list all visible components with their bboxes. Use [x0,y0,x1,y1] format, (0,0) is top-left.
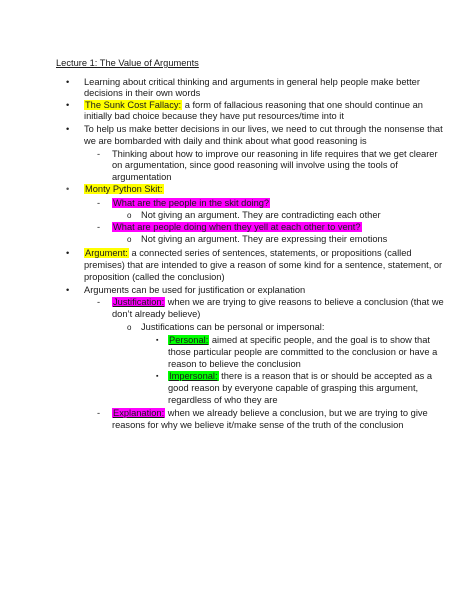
personal-line1 [168,335,430,346]
explanation-line2: reasons for why we believe it/make sense of the truth of the conclusion [112,420,404,430]
item5-line3: proposition (called the conclusion) [84,272,225,282]
item3-sub-line3: argumentation [112,172,172,182]
item3-line2: we are bombarded with daily and think about what good reasoning is [84,136,367,146]
item2-line1-text: a form of fallacious reasoning that one should continue an [182,100,423,110]
item3-sub-line1: Thinking about how to improve our reasoning in life requires that we get clearer [112,149,438,159]
impersonal-line2: good reason by everyone capable of grasping this argument, [168,383,419,393]
bullet-marker: • [66,184,70,194]
impersonal-term: Impersonal: [169,371,218,381]
personal-line1-text: aimed at specific people, and the goal is to show that [209,335,430,345]
dash-marker: - [97,149,101,159]
item1-line1: Learning about critical thinking and arguments in general help people make better [84,77,420,87]
explanation-line1-text: when we already believe a conclusion, but we are trying to give [165,408,428,418]
answer-2: Not giving an argument. They are expressing their emotions [141,234,388,244]
dash-marker: - [97,297,101,307]
question-2 [112,222,362,233]
sunk-cost-term: The Sunk Cost Fallacy: [85,100,182,110]
item5-line2: premises) that are intended to give a reason of some kind for a sentence, statement, or [84,260,443,270]
item2-line2: initially bad choice because they have put resources/time into it [84,111,344,121]
bullet-marker: • [66,285,70,295]
item2-line1 [84,100,423,111]
impersonal-line1 [168,371,432,382]
bullet-marker: • [66,77,70,87]
square-marker: ▪ [156,373,159,380]
square-marker: ▪ [156,337,159,344]
justification-line2: don’t already believe) [112,309,201,319]
justification-line1 [112,297,444,308]
item6-line1: Arguments can be used for justification or explanation [84,285,306,295]
question-2-highlight: What are people doing when they yell at each other to vent? [113,222,361,232]
dash-marker: - [97,198,101,208]
bullet-marker: • [66,100,70,110]
item5-line1 [84,248,412,259]
document-title: Lecture 1: The Value of Arguments [56,58,199,68]
personal-line3: reason to believe the conclusion [168,359,301,369]
justification-line1-text: when we are trying to give reasons to believe a conclusion (that we [165,297,444,307]
item1-line2: decisions in their own words [84,88,201,98]
bullet-marker: • [66,248,70,258]
explanation-line1 [112,408,428,419]
personal-term: Personal: [169,335,209,345]
item3-sub-line2: on argumentation, since good reasoning will involve using the tools of [112,160,398,170]
bullet-marker: • [66,124,70,134]
personal-line2: those particular people are committed to the conclusion or have a [168,347,438,357]
item5-line1-text: a connected series of sentences, statements, or propositions (called [128,248,412,258]
answer-1: Not giving an argument. They are contradicting each other [141,210,381,220]
item4-line [84,184,164,195]
circle-marker: o [127,323,132,332]
explanation-term: Explanation: [113,408,165,418]
argument-term: Argument: [85,248,128,258]
monty-python-term: Monty Python Skit: [85,184,163,194]
question-1-highlight: What are the people in the skit doing? [113,198,270,208]
dash-marker: - [97,222,101,232]
justification-term: Justification: [113,297,165,307]
circle-marker: o [127,235,132,244]
question-1 [112,198,270,209]
dash-marker: - [97,408,101,418]
justification-sub: Justifications can be personal or impersonal: [141,322,325,332]
circle-marker: o [127,211,132,220]
impersonal-line3: regardless of who they are [168,395,278,405]
item3-line1: To help us make better decisions in our lives, we need to cut through the nonsense that [84,124,443,134]
impersonal-line1-text: there is a reason that is or should be accepted as a [218,371,433,381]
